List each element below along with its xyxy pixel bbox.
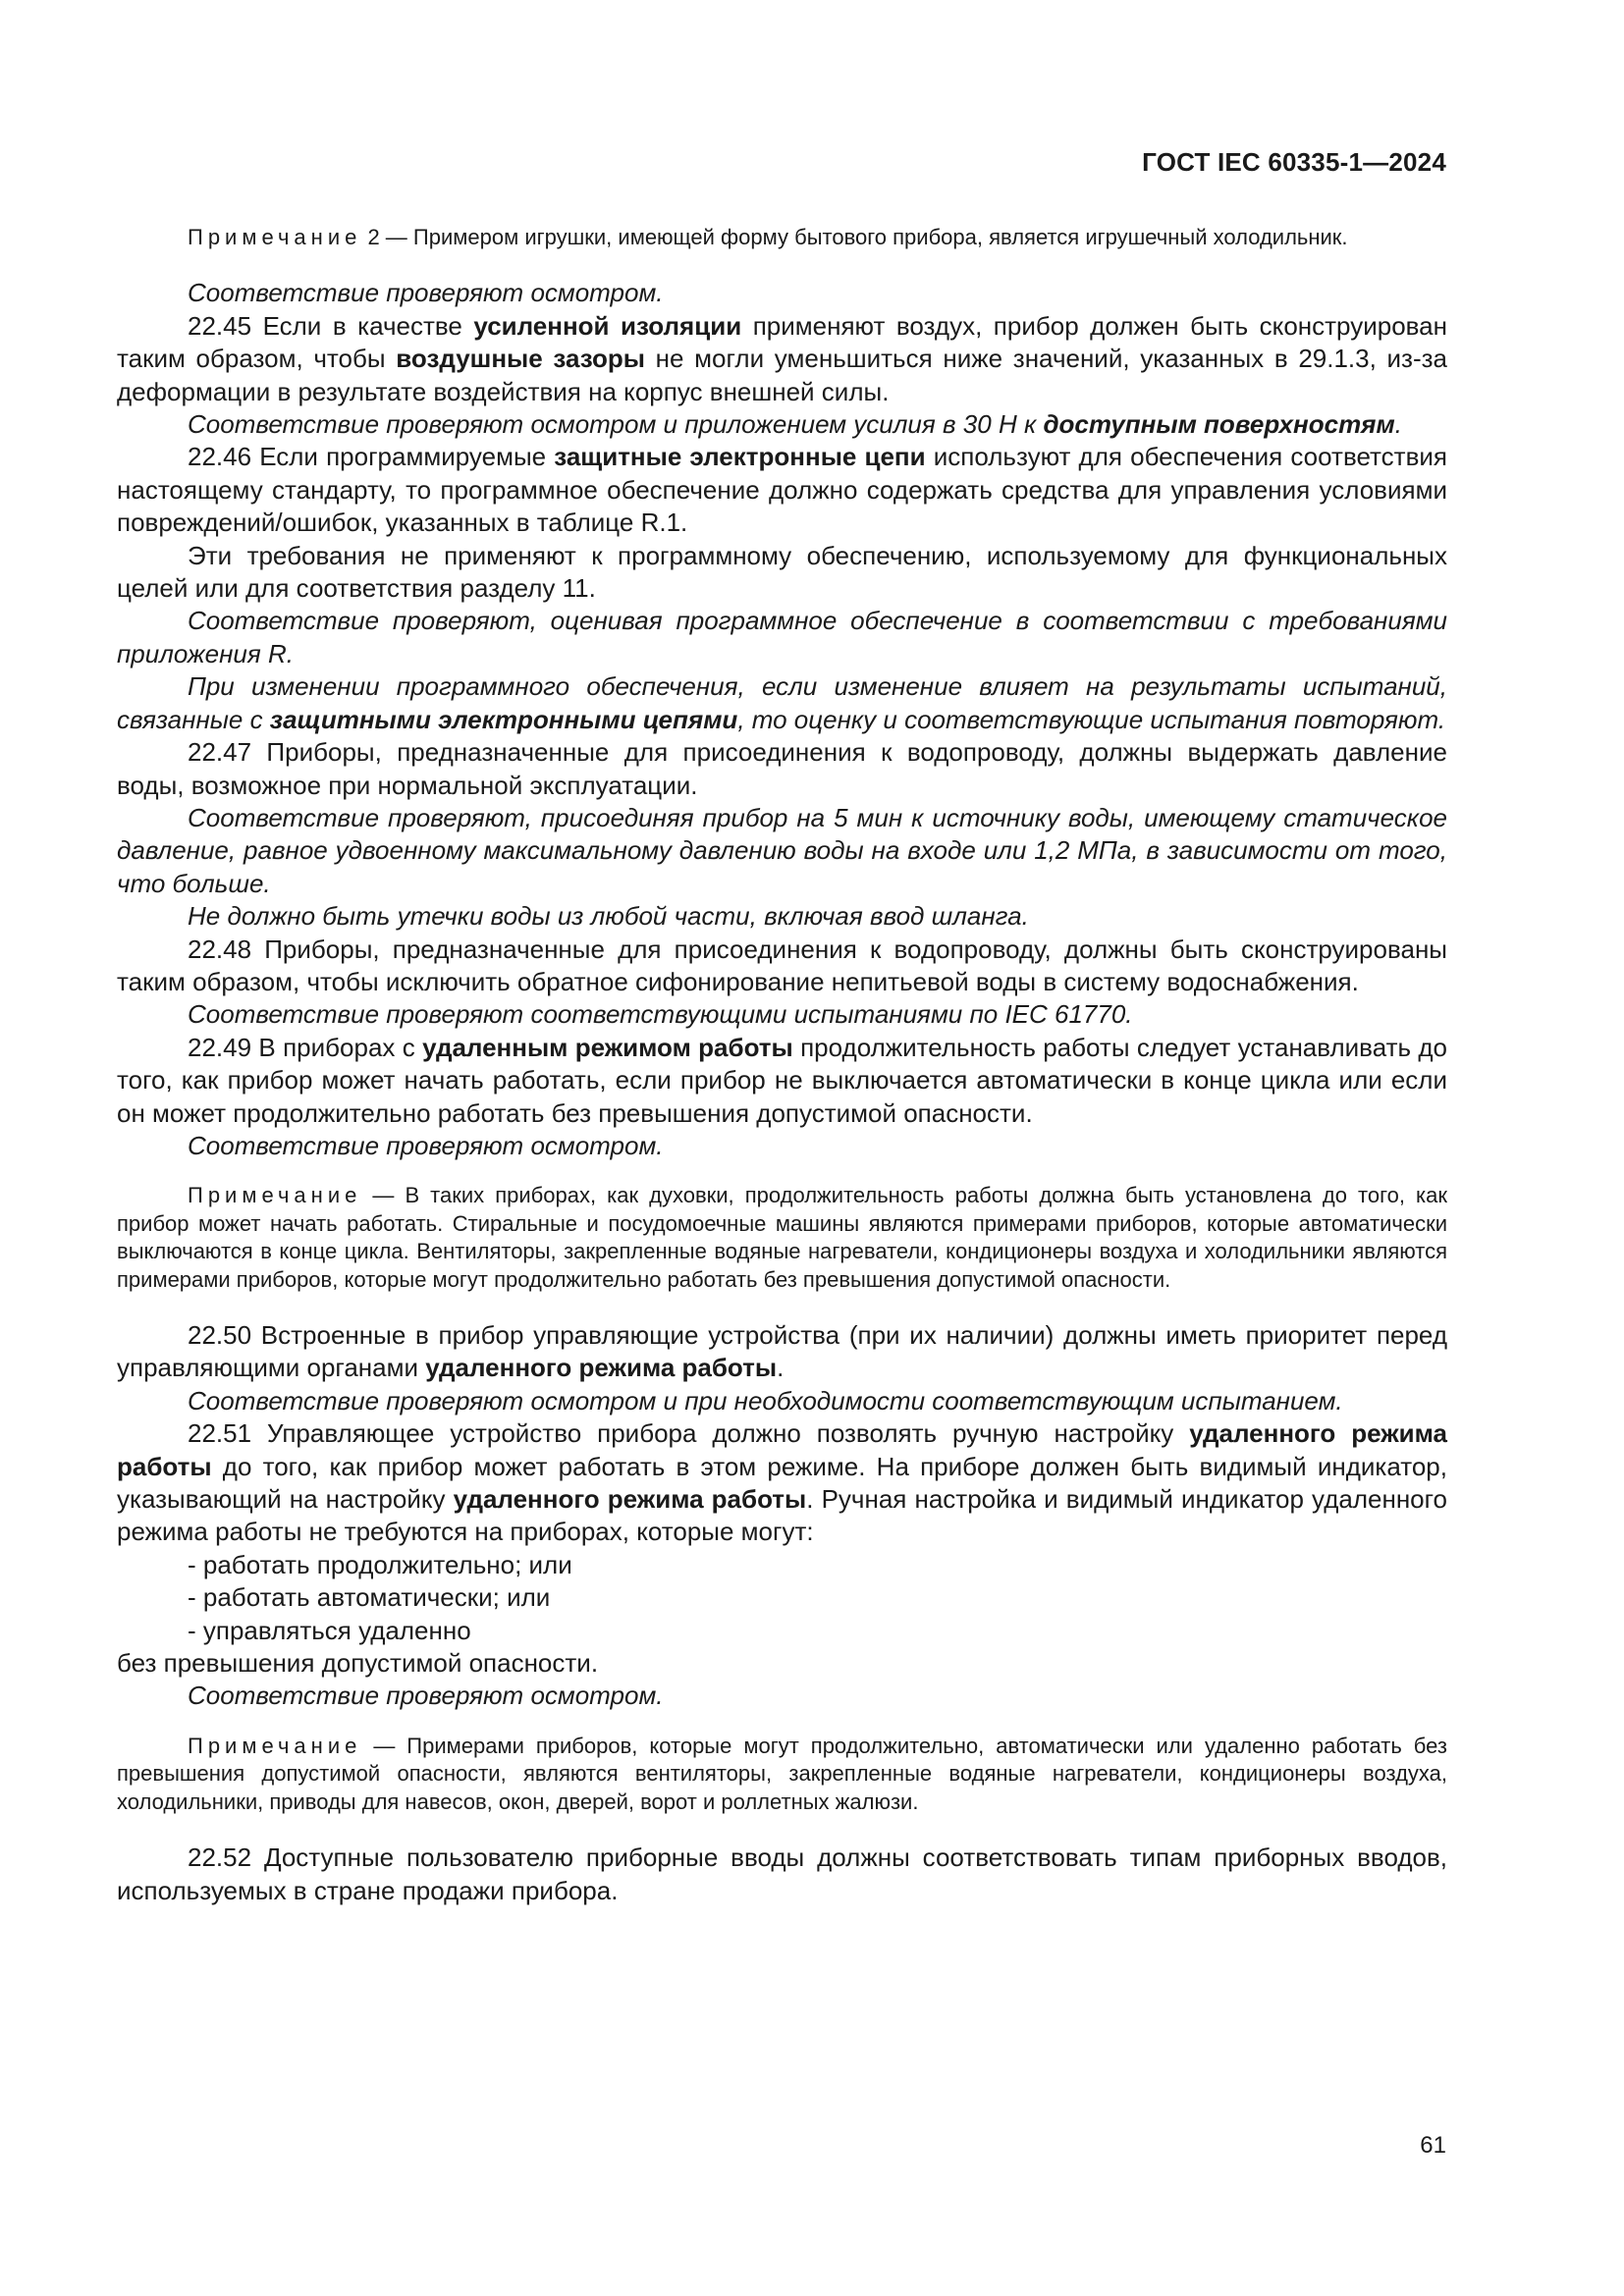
paragraph xyxy=(117,1319,1447,1385)
paragraph xyxy=(117,1680,1447,1712)
text-run: применяют воздух, прибор должен быть сконструирован таким образом, чтобы xyxy=(117,310,1448,374)
paragraph xyxy=(117,736,1447,802)
text-run: 22.45 Если в качестве xyxy=(188,310,474,341)
text-run: не могли уменьшиться ниже значений, указанных в 29.1.3, из-за деформации в результате воздействия на корпус внешней силы. xyxy=(117,344,1448,406)
paragraph xyxy=(117,408,1447,441)
emphasis-text: защитные электронные цепи xyxy=(554,442,926,472)
emphasis-text: усиленной изоляции xyxy=(473,310,742,341)
text-run: 22.51 Управляющее устройство прибора должно позволять ручную настройку xyxy=(188,1418,1190,1449)
text-run: 22.48 Приборы, предназначенные для присоединения к водопроводу, должны быть сконструированы таким образом, чтобы исключить обратное сифонирование непитьевой воды в систему водоснабжения. xyxy=(117,934,1447,996)
emphasis-text: При изменении программного обеспечения, если изменение влияет на результаты испытаний, связанные с xyxy=(117,671,1447,734)
paragraph xyxy=(117,802,1447,900)
emphasis-text: удаленного режима работы xyxy=(425,1353,778,1383)
paragraph xyxy=(117,670,1447,736)
paragraph xyxy=(117,540,1447,606)
paragraph xyxy=(117,998,1447,1031)
list-item xyxy=(117,1581,1447,1614)
emphasis-text: Соответствие проверяют, присоединяя прибор на 5 мин к источнику воды, имеющему статическое давление, равное удвоенному максимальному давлению воды на входе или 1,2 МПа, в зависимости от того, что больше. xyxy=(117,802,1447,898)
text-run: . xyxy=(777,1353,785,1383)
emphasis-text: , то оценку и соответствующие испытания повторяют. xyxy=(737,704,1446,734)
text-run: . Ручная настройка и видимый индикатор удаленного режима работы не требуются на приборах, которые могут: xyxy=(117,1484,1448,1547)
text-run: используют для обеспечения соответствия настоящему стандарту, то программное обеспечение должно содержать средства для управления условиями повреждений/ошибок, указанных в таблице R.1. xyxy=(117,442,1447,538)
emphasis-text: удаленным режимом работы xyxy=(422,1032,793,1062)
paragraph xyxy=(117,1647,1447,1680)
emphasis-text: Соответствие проверяют соответствующими испытаниями по IEC 61770. xyxy=(188,999,1133,1030)
paragraph xyxy=(117,1032,1447,1130)
text-run: - работать продолжительно; или xyxy=(188,1549,572,1579)
list-item xyxy=(117,1549,1447,1581)
emphasis-text: Соответствие проверяют, оценивая программное обеспечение в соответствии с требованиями приложения R. xyxy=(117,606,1447,668)
note-label: Примечание xyxy=(188,1183,362,1208)
emphasis-text: Не должно быть утечки воды из любой части, включая ввод шланга. xyxy=(188,901,1029,932)
paragraph xyxy=(117,900,1447,933)
note-label: Примечание xyxy=(188,1733,362,1758)
paragraph xyxy=(117,310,1447,408)
text-run: — Примерами приборов, которые могут продолжительно, автоматически или удаленно работать без превышения допустимой опасности, являются вентиляторы, закрепленные водяные нагреватели, кондиционеры воздуха, холодильники, приводы для навесов, окон, дверей, ворот и роллетных жалюзи. xyxy=(117,1733,1447,1814)
paragraph xyxy=(117,1385,1447,1417)
emphasis-text: защитными электронными цепями xyxy=(269,704,738,734)
paragraph xyxy=(117,1130,1447,1162)
text-run: 22.50 Встроенные в прибор управляющие устройства (при их наличии) должны иметь приоритет перед управляющими органами xyxy=(117,1320,1447,1383)
text-run: 22.52 Доступные пользователю приборные вводы должны соответствовать типам приборных вводов, используемых в стране продажи прибора. xyxy=(117,1842,1447,1905)
list-item xyxy=(117,1615,1447,1647)
paragraph xyxy=(117,605,1447,670)
text-run: 2 — Примером игрушки, имеющей форму бытового прибора, является игрушечный холодильник. xyxy=(361,225,1348,249)
paragraph xyxy=(117,441,1447,539)
paragraph xyxy=(117,934,1447,999)
text-run: 22.49 В приборах с xyxy=(188,1032,423,1062)
text-run: — В таких приборах, как духовки, продолжительность работы должна быть установлена до того, как прибор может начать работать. Стиральные и посудомоечные машины являются примерами приборов, которые автоматически выключаются в конце цикла. Вентиляторы, закрепленные водяные нагреватели, кондиционеры воздуха и холодильники являются примерами приборов, которые могут продолжительно работать без превышения допустимой опасности. xyxy=(117,1183,1447,1292)
note-label: Примечание xyxy=(188,225,362,249)
emphasis-text: Соответствие проверяют осмотром. xyxy=(188,1681,664,1711)
paragraph xyxy=(117,277,1447,309)
emphasis-text: Соответствие проверяют осмотром и при необходимости соответствующим испытанием. xyxy=(188,1385,1343,1415)
note-paragraph xyxy=(117,1733,1447,1816)
emphasis-text: Соответствие проверяют осмотром. xyxy=(188,1130,664,1160)
text-run: - работать автоматически; или xyxy=(188,1582,551,1613)
text-run: 22.47 Приборы, предназначенные для присоединения к водопроводу, должны выдержать давление воды, возможное при нормальной эксплуатации. xyxy=(117,737,1447,800)
paragraph xyxy=(117,1842,1447,1907)
emphasis-text: удаленного режима работы xyxy=(453,1484,807,1515)
page-number: 61 xyxy=(1420,2132,1446,2159)
emphasis-text: . xyxy=(1394,409,1402,440)
emphasis-text: Соответствие проверяют осмотром. xyxy=(188,278,664,308)
document-header: ГОСТ IEC 60335-1—2024 xyxy=(1142,147,1446,177)
text-run: Эти требования не применяют к программному обеспечению, используемому для функциональных целей или для соответствия разделу 11. xyxy=(117,540,1447,604)
emphasis-text: доступным поверхностям xyxy=(1043,409,1395,440)
text-run: - управляться удаленно xyxy=(188,1615,471,1645)
emphasis-text: воздушные зазоры xyxy=(396,344,645,374)
emphasis-text: Соответствие проверяют осмотром и приложением усилия в 30 Н к xyxy=(188,409,1044,440)
document-body xyxy=(117,224,1447,1907)
paragraph xyxy=(117,1417,1447,1549)
emphasis-text: удаленного режима работы xyxy=(117,1418,1447,1481)
text-run: без превышения допустимой опасности. xyxy=(117,1648,599,1679)
text-run: 22.46 Если программируемые xyxy=(188,442,555,472)
text-run: продолжительность работы следует устанавливать до того, как прибор может начать работать, если прибор не выключается автоматически в конце цикла или если он может продолжительно работать без превышения допустимой опасности. xyxy=(117,1032,1448,1128)
note-paragraph xyxy=(117,1182,1447,1294)
note-paragraph xyxy=(117,224,1447,251)
text-run: до того, как прибор может работать в этом режиме. На приборе должен быть видимый индикатор, указывающий на настройку xyxy=(117,1451,1447,1515)
